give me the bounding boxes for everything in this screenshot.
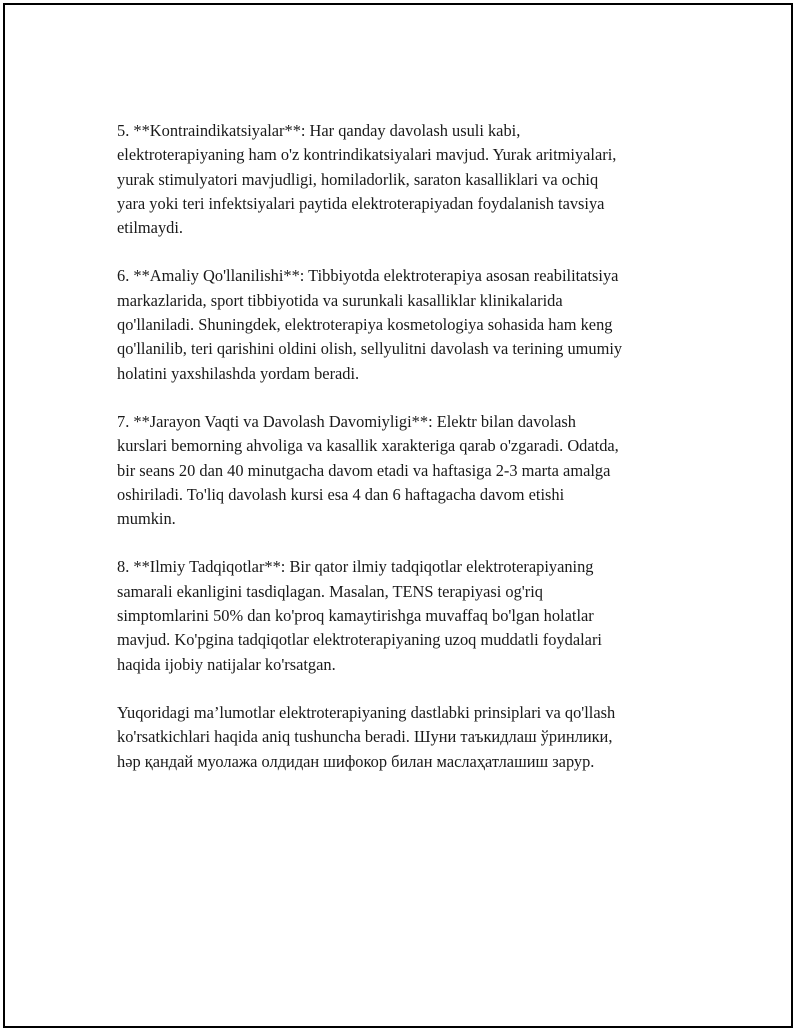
text-line: holatini yaxshilashda yordam beradi.: [117, 363, 360, 383]
text-line: samarali ekanligini tasdiqlagan. Masalan, TENS terapiyasi og'riq: [117, 581, 543, 601]
text-line: mavjud. Ko'pgina tadqiqotlar elektroterapiyaning uzoq muddatli foydalari: [117, 630, 602, 650]
text-line: 6. **Amaliy Qo'llanilishi**: Tibbiyotda elektroterapiya asosan reabilitatsiya: [117, 266, 619, 286]
page-content: [117, 119, 692, 798]
text-line: һәр қандай муолажа олдидан шифокор билан маслаҳатлашиш зарур.: [117, 751, 595, 771]
text-line: bir seans 20 dan 40 minutgacha davom etadi va haftasiga 2-3 marta amalga: [117, 460, 611, 480]
text-line: markazlarida, sport tibbiyotida va surunkali kasalliklar klinikalarida: [117, 290, 563, 310]
text-line: qo'llanilib, teri qarishini oldini olish, sellyulitni davolash va terining umumiy: [117, 339, 623, 359]
paragraph-conclusion: [117, 701, 692, 774]
text-line: yara yoki teri infektsiyalari paytida elektroterapiyadan foydalanish tavsiya: [117, 193, 605, 213]
text-line: simptomlarini 50% dan ko'proq kamaytirishga muvaffaq bo'lgan holatlar: [117, 606, 594, 626]
text-line: Yuqoridagi ma’lumotlar elektroterapiyaning dastlabki prinsiplari va qo'llash: [117, 702, 616, 722]
paragraph-practical-use: [117, 264, 692, 385]
paragraph-contraindications: [117, 119, 692, 240]
text-line: qo'llaniladi. Shuningdek, elektroterapiya kosmetologiya sohasida ham keng: [117, 315, 613, 335]
text-line: 5. **Kontraindikatsiyalar**: Har qanday davolash usuli kabi,: [117, 121, 521, 140]
paragraph-scientific-research: [117, 555, 692, 676]
text-line: yurak stimulyatori mavjudligi, homiladorlik, saraton kasalliklari va ochiq: [117, 169, 599, 189]
text-line: elektroterapiyaning ham o'z kontrindikatsiyalari mavjud. Yurak aritmiyalari,: [117, 145, 617, 165]
paragraph-procedure-duration: [117, 410, 692, 531]
text-line: mumkin.: [117, 509, 176, 529]
text-line: 8. **Ilmiy Tadqiqotlar**: Bir qator ilmiy tadqiqotlar elektroterapiyaning: [117, 557, 594, 577]
text-line: haqida ijobiy natijalar ko'rsatgan.: [117, 654, 336, 674]
text-line: oshiriladi. To'liq davolash kursi esa 4 dan 6 haftagacha davom etishi: [117, 484, 565, 504]
text-line: etilmaydi.: [117, 218, 184, 238]
text-line: kurslari bemorning ahvoliga va kasallik xarakteriga qarab o'zgaradi. Odatda,: [117, 436, 619, 456]
text-line: ko'rsatkichlari haqida aniq tushuncha beradi. Шуни таъкидлаш ўринлики,: [117, 727, 613, 747]
text-line: 7. **Jarayon Vaqti va Davolash Davomiyligi**: Elektr bilan davolash: [117, 411, 577, 431]
